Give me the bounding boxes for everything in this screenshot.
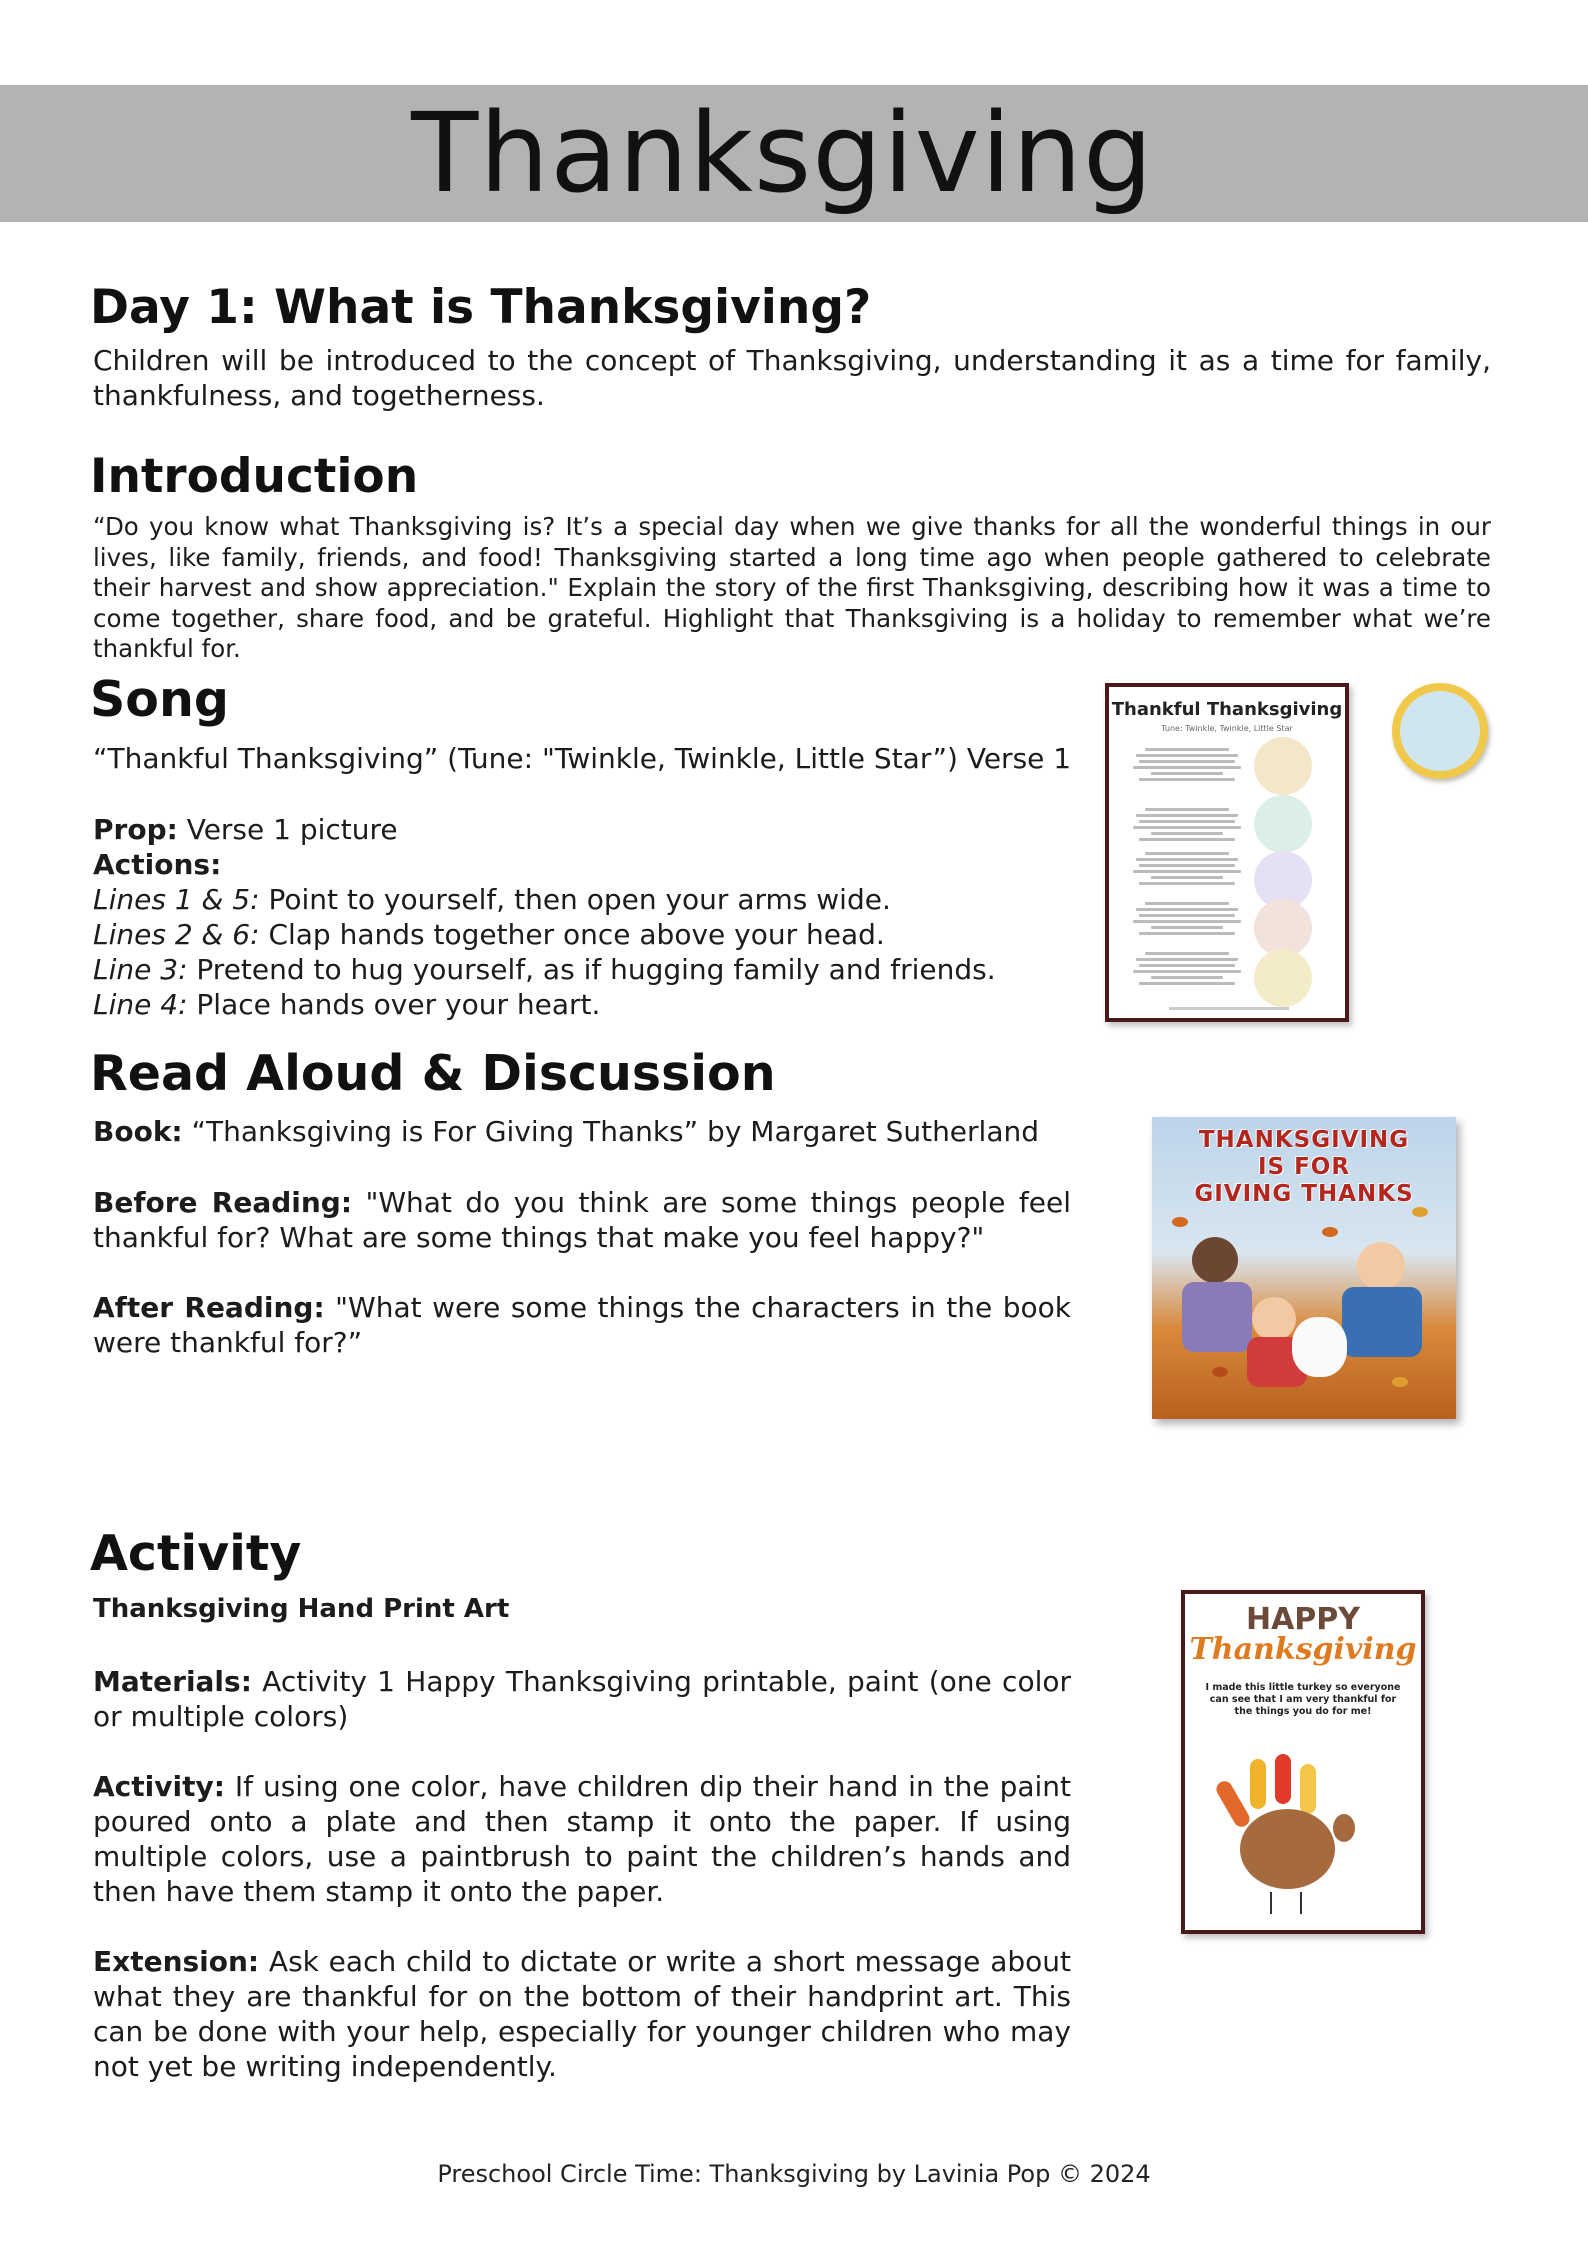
craft-thanksgiving-text: Thanksgiving [1189, 1632, 1417, 1667]
song-actions-list [93, 882, 1093, 1022]
child-illustration [1192, 1237, 1238, 1283]
turkey-handprint [1240, 1809, 1335, 1889]
song-heading: Song [90, 671, 229, 728]
child-illustration [1252, 1297, 1296, 1341]
song-prop [93, 812, 1093, 847]
action-item: Lines 2 & 6: Clap hands together once above your head. [93, 918, 885, 951]
action-item: Lines 1 & 5: Point to yourself, then open your arms wide. [93, 883, 891, 916]
action-item: Line 4: Place hands over your heart. [93, 988, 601, 1021]
activity-subtitle: Thanksgiving Hand Print Art [93, 1594, 510, 1624]
book-cover-title: THANKSGIVING IS FOR GIVING THANKS [1194, 1127, 1414, 1207]
table-illustration [1254, 949, 1312, 1007]
introduction-text: “Do you know what Thanksgiving is? It’s a special day when we give thanks for all the wonderful things in our lives, like family, friends, and food! Thanksgiving started a long time ago when people gathered to celebrate their harvest and show appreciation." Explain the story of the first Thanksgiving, describing how it was a time to come together, share food, and be grateful. Highlight that Thanksgiving is a holiday to remember what we’re thankful for. [93, 512, 1491, 663]
dog-illustration [1292, 1317, 1347, 1377]
day1-description: Children will be introduced to the concept of Thanksgiving, understanding it as a time for family, thankfulness, and togetherness. [93, 344, 1491, 412]
day1-heading: Day 1: What is Thanksgiving? [90, 280, 872, 335]
verse-picture-icon [1392, 683, 1488, 779]
read-aloud-heading: Read Aloud & Discussion [90, 1045, 776, 1102]
prop-label: Prop: [93, 813, 178, 846]
handprint-printable-image [1181, 1590, 1425, 1934]
page-title: Thanksgiving [411, 89, 1154, 217]
family-illustration [1254, 737, 1312, 795]
verse-lines-graphic [1127, 805, 1247, 844]
activity-heading: Activity [90, 1525, 302, 1582]
action-item: Line 3: Pretend to hug yourself, as if hugging family and friends. [93, 953, 996, 986]
verse-lines-graphic [1127, 949, 1247, 988]
child-illustration [1357, 1242, 1405, 1290]
book-line: Book: “Thanksgiving is For Giving Thanks” by Margaret Sutherland [93, 1115, 1040, 1148]
song-title-line: “Thankful Thanksgiving” (Tune: "Twinkle, Twinkle, Little Star”) Verse 1 [93, 742, 1072, 775]
verse-lines-graphic [1127, 745, 1247, 784]
craft-message: I made this little turkey so everyone can see that I am very thankful for the things you do for me! [1205, 1682, 1401, 1717]
prop-value: Verse 1 picture [177, 813, 398, 846]
after-reading: After Reading: "What were some things the characters in the book were thankful for?” [93, 1291, 1071, 1359]
before-reading: Before Reading: "What do you think are some things people feel thankful for? What are some things that make you feel happy?" [93, 1186, 1072, 1254]
song-verse-card-image [1105, 683, 1349, 1022]
extension: Extension: Ask each child to dictate or write a short message about what they are thankful for on the bottom of their handprint art. This can be done with your help, especially for younger children who may not yet be writing independently. [93, 1945, 1071, 2083]
turkey-head [1333, 1814, 1355, 1842]
song-card-subtitle: Tune: Twinkle, Twinkle, Little Star [1161, 724, 1293, 733]
craft-happy-text: HAPPY [1245, 1602, 1361, 1637]
activity-instructions: Activity: If using one color, have children dip their hand in the paint poured onto a plate and then stamp it onto the paper. If using multiple colors, use a paintbrush to paint the children’s hands and then have them stamp it onto the paper. [93, 1770, 1071, 1908]
food-illustration [1254, 795, 1312, 853]
introduction-heading: Introduction [90, 449, 419, 504]
materials: Materials: Activity 1 Happy Thanksgiving printable, paint (one color or multiple colors) [93, 1665, 1071, 1733]
verse-lines-graphic [1127, 849, 1247, 888]
footer-credit: Preschool Circle Time: Thanksgiving by Lavinia Pop © 2024 [437, 2160, 1151, 2188]
song-actions-label: Actions: [93, 848, 222, 881]
book-cover-image [1152, 1117, 1456, 1419]
verse-lines-graphic [1127, 899, 1247, 938]
song-card-title: Thankful Thanksgiving [1111, 699, 1343, 720]
